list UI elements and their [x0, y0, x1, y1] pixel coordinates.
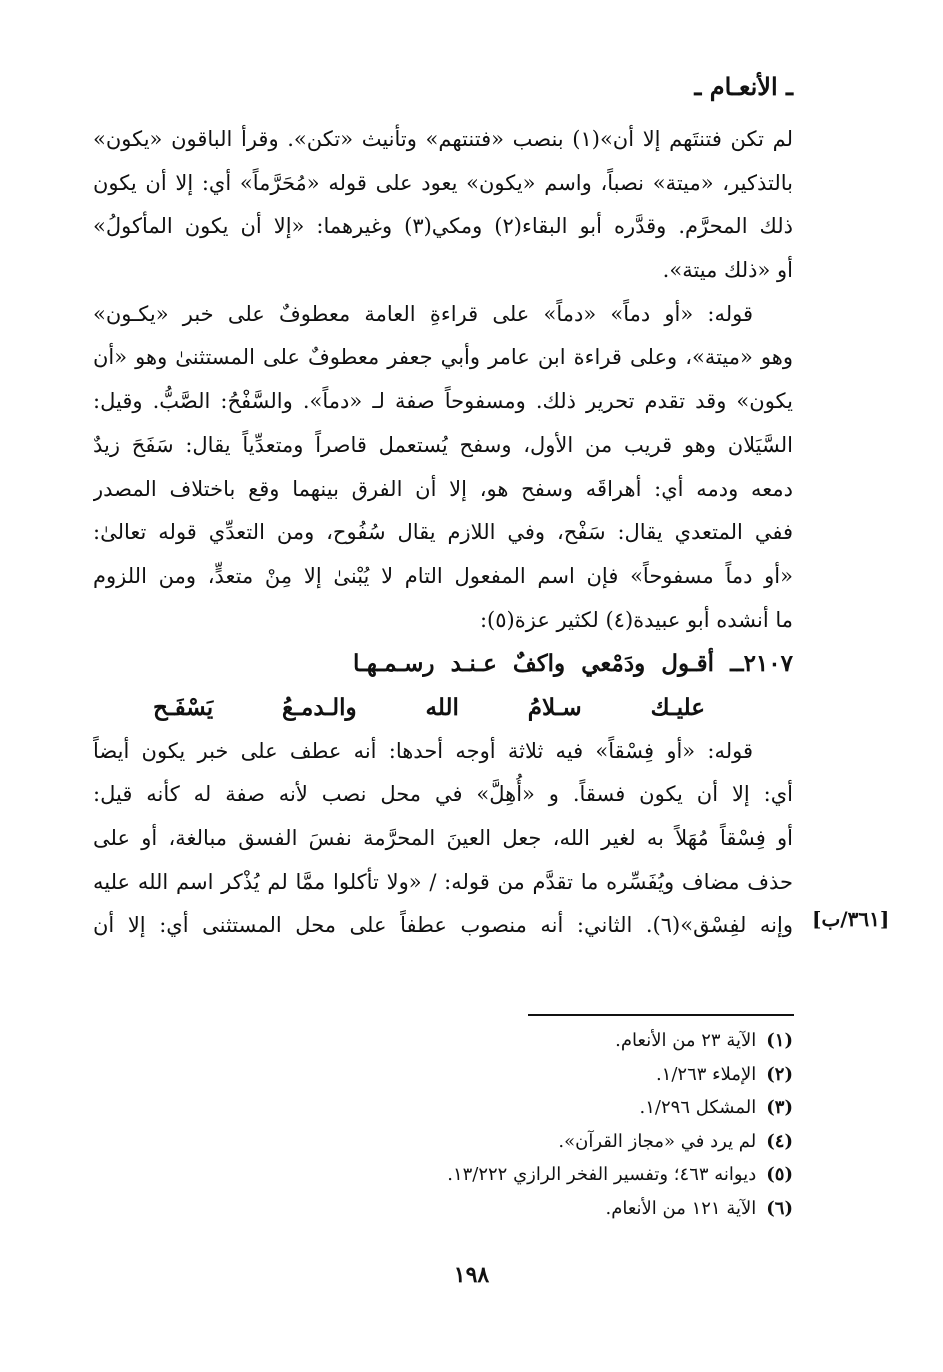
text-line: السَّيَلان وهو قريب من الأول، وسفح يُستعمل قاصراً ومتعدِّياً يقال: سَفَحَ زيدٌ [93, 432, 793, 457]
text-line: وإنه لفِسْق»(٦). الثاني: أنه منصوب عطفاً على محل المستثنى أي: إلا أن [93, 913, 793, 938]
poetry-verse-second-hemistich: عليـك سـلامُ الله والـدمـعُ يَسْفَـح [153, 693, 705, 721]
text-line: أو فِسْقاً مُهَلاً به لغير الله، جعل العينَ المحرَّمة نفسَ الفسق مبالغة، أو على [93, 826, 793, 850]
text-line: يكون» وقد تقدم تحرير ذلك. ومسفوحاً صفة لـ «دماً». والسَّفْحُ: الصَّبُّ. وقيل: [93, 389, 793, 414]
footnote-text: الآية ١٢١ من الأنعام. [605, 1197, 757, 1219]
manuscript-folio-marker: [٣٦١/ب] [812, 907, 890, 931]
text-line: قوله: «أو فِسْقاً» فيه ثلاثة أوجه أحدها: أنه عطف على خبر يكون أيضاً [93, 738, 753, 763]
text-line: حذف مضاف ويُفَسِّره ما تقدَّم من قوله: / «ولا تأكلوا ممَّا لم يُذْكر اسم الله عليه [93, 869, 793, 894]
text-line: لم تكن فتنتَهم إلا أن»(١) بنصب «فتنتهم» وتأنيث «تكن». وقرأ الباقون «يكون» [93, 127, 793, 151]
main-text [93, 118, 793, 948]
text-line: ما أنشده أبو عبيدة(٤) لكثير عزة(٥): [479, 607, 793, 632]
text-line: ففي المتعدي يقال: سَفْح، وفي اللازم يقال سُفُوح، ومن التعدِّي قوله تعالىٰ: [93, 520, 793, 545]
footnote-item [293, 1125, 793, 1159]
footnote-number: (٢) [766, 1063, 793, 1085]
poetry-verse-first-hemistich: ٢١٠٧ــ أقـول ودَمْعي واكفٌ عـنـد رسـمـهـا [353, 650, 793, 678]
footnote-separator [528, 1014, 794, 1016]
text-line: ذلك المحرَّم. وقدَّره أبو البقاء(٢) ومكي(٣) وغيرهما: «إلا أن يكون المأكولُ» [93, 214, 793, 239]
footnote-item [293, 1058, 793, 1092]
footnote-text: لم يرد في «مجاز القرآن». [558, 1130, 757, 1152]
text-line: دمعه ودمه أي: أهراقَه وسفح هو، إلا أن الفرق بينهما وقع باختلاف المصدر [93, 476, 793, 501]
footnote-text: الإملاء ١/٢٦٣. [655, 1063, 757, 1085]
text-line: قوله: «أو دماً» «دماً» على قراءةِ العامة معطوفٌ على خبر «يكـون» [93, 301, 753, 326]
text-line: بالتذكير، «ميتة» نصباً، واسم «يكون» يعود على قوله «مُحَرَّماً» أي: إلا أن يكون [93, 170, 793, 195]
footnote-number: (٦) [766, 1197, 793, 1219]
footnote-number: (٥) [766, 1164, 793, 1185]
footnote-text: ديوانه ٤٦٣؛ وتفسير الفخر الرازي ١٣/٢٢٢. [447, 1164, 757, 1185]
footnote-item [293, 1024, 793, 1058]
footnote-item [293, 1158, 793, 1192]
page-number: ١٩٨ [453, 1262, 490, 1288]
footnote-number: (١) [766, 1030, 793, 1051]
text-line: أي: إلا أن يكون فسقاً. و «أُهِلَّ» في محل نصب لأنه صفة له كأنه قيل: [93, 782, 793, 807]
footnote-number: (٣) [766, 1097, 793, 1118]
text-line: وهو «ميتة»، وعلى قراءة ابن عامر وأبي جعفر معطوفٌ على المستثنىٰ وهو «أن [93, 345, 793, 370]
text-line: «أو دماً مسفوحاً» فإن اسم المفعول التام لا يُبْنىٰ إلا مِنْ متعدٍّ، ومن اللزوم [93, 563, 793, 588]
footnote-text: الآية ٢٣ من الأنعام. [615, 1030, 757, 1051]
running-header: ـ الأنعـام ـ [694, 72, 793, 101]
text-line: أو «ذلك ميتة». [662, 258, 793, 283]
footnote-text: المشكل ١/٢٩٦. [639, 1097, 757, 1118]
footnote-item [293, 1192, 793, 1226]
footnote-item [293, 1091, 793, 1125]
footnote-number: (٤) [766, 1130, 793, 1152]
footnotes [293, 1024, 793, 1225]
